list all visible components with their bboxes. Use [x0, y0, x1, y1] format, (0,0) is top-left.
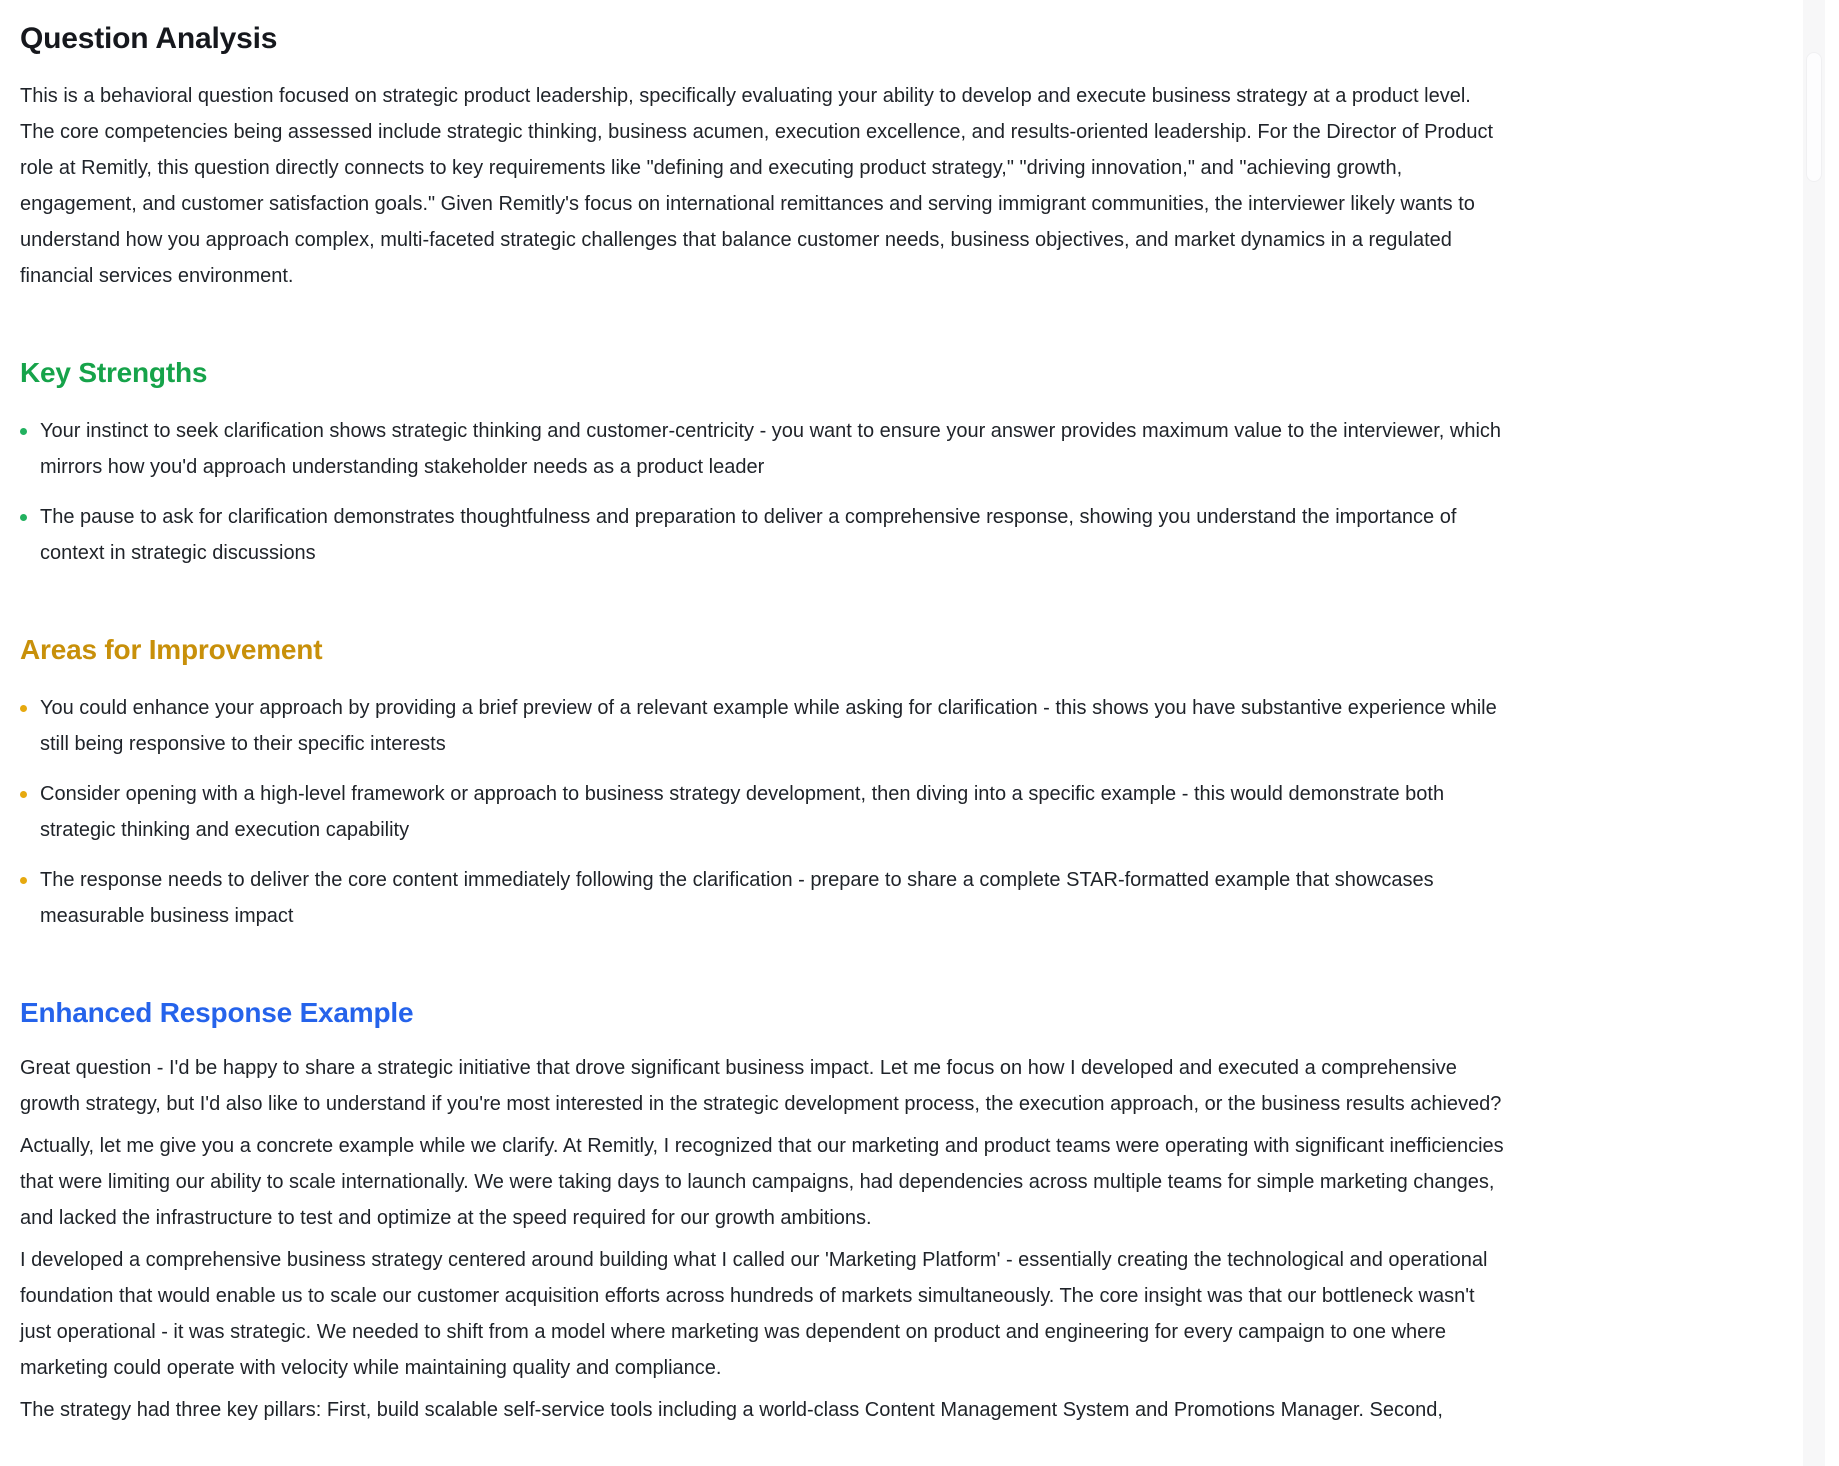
scrollbar-thumb[interactable] — [1806, 52, 1822, 182]
list-item: You could enhance your approach by providing a brief preview of a relevant example while asking for clarification - this shows you have substantive experience while still being responsive to their specific interests — [20, 690, 1510, 762]
list-item: The pause to ask for clarification demonstrates thoughtfulness and preparation to deliver a comprehensive response, showing you understand the importance of context in strategic discussions — [20, 499, 1510, 571]
list-item: The response needs to deliver the core content immediately following the clarification - prepare to share a complete STAR-formatted example that showcases measurable business impact — [20, 862, 1510, 934]
response-paragraph: Great question - I'd be happy to share a strategic initiative that drove significant business impact. Let me focus on how I developed and executed a comprehensive growth strategy, but I'd also like to understand if you're most interested in the strategic development process, the execution approach, or the business results achieved? — [20, 1057, 1502, 1115]
enhanced-response-section — [20, 997, 1510, 1428]
page-title: Question Analysis — [20, 22, 278, 55]
response-paragraph: The strategy had three key pillars: First, build scalable self-service tools including a world-class Content Management System and Promotions Manager. Second, — [20, 1399, 1443, 1421]
list-item: Your instinct to seek clarification shows strategic thinking and customer-centricity - you want to ensure your answer provides maximum value to the interviewer, which mirrors how you'd approach understanding stakeholder needs as a product leader — [20, 413, 1510, 485]
key-strengths-heading: Key Strengths — [20, 357, 208, 388]
areas-for-improvement-section — [20, 634, 1510, 934]
list-item: Consider opening with a high-level framework or approach to business strategy development, then diving into a specific example - this would demonstrate both strategic thinking and execution capability — [20, 776, 1510, 848]
scrollbar-track[interactable] — [1803, 0, 1825, 1466]
areas-for-improvement-heading: Areas for Improvement — [20, 634, 323, 665]
question-analysis-paragraph: This is a behavioral question focused on strategic product leadership, specifically evaluating your ability to develop and execute business strategy at a product level. The core competencies being assessed include strategic thinking, business acumen, execution excellence, and results-oriented leadership. For the Director of Product role at Remitly, this question directly connects to key requirements like "defining and executing product strategy," "driving innovation," and "achieving growth, engagement, and customer satisfaction goals." Given Remitly's focus on international remittances and serving immigrant communities, the interviewer likely wants to understand how you approach complex, multi-faceted strategic challenges that balance customer needs, business objectives, and market dynamics in a regulated financial services environment. — [20, 85, 1494, 287]
areas-for-improvement-list — [20, 690, 1510, 934]
enhanced-response-paragraphs — [20, 1050, 1510, 1428]
response-paragraph: I developed a comprehensive business strategy centered around building what I called our 'Marketing Platform' - essentially creating the technological and operational foundation that would enable us to scale our customer acquisition efforts across hundreds of markets simultaneously. The core insight was that our bottleneck wasn't just operational - it was strategic. We needed to shift from a model where marketing was dependent on product and engineering for every campaign to one where marketing could operate with velocity while maintaining quality and compliance. — [20, 1249, 1488, 1379]
key-strengths-list — [20, 413, 1510, 571]
response-paragraph: Actually, let me give you a concrete example while we clarify. At Remitly, I recognized that our marketing and product teams were operating with significant inefficiencies that were limiting our ability to scale internationally. We were taking days to launch campaigns, had dependencies across multiple teams for simple marketing changes, and lacked the infrastructure to test and optimize at the speed required for our growth ambitions. — [20, 1135, 1504, 1229]
key-strengths-section — [20, 357, 1510, 571]
enhanced-response-heading: Enhanced Response Example — [20, 997, 414, 1028]
